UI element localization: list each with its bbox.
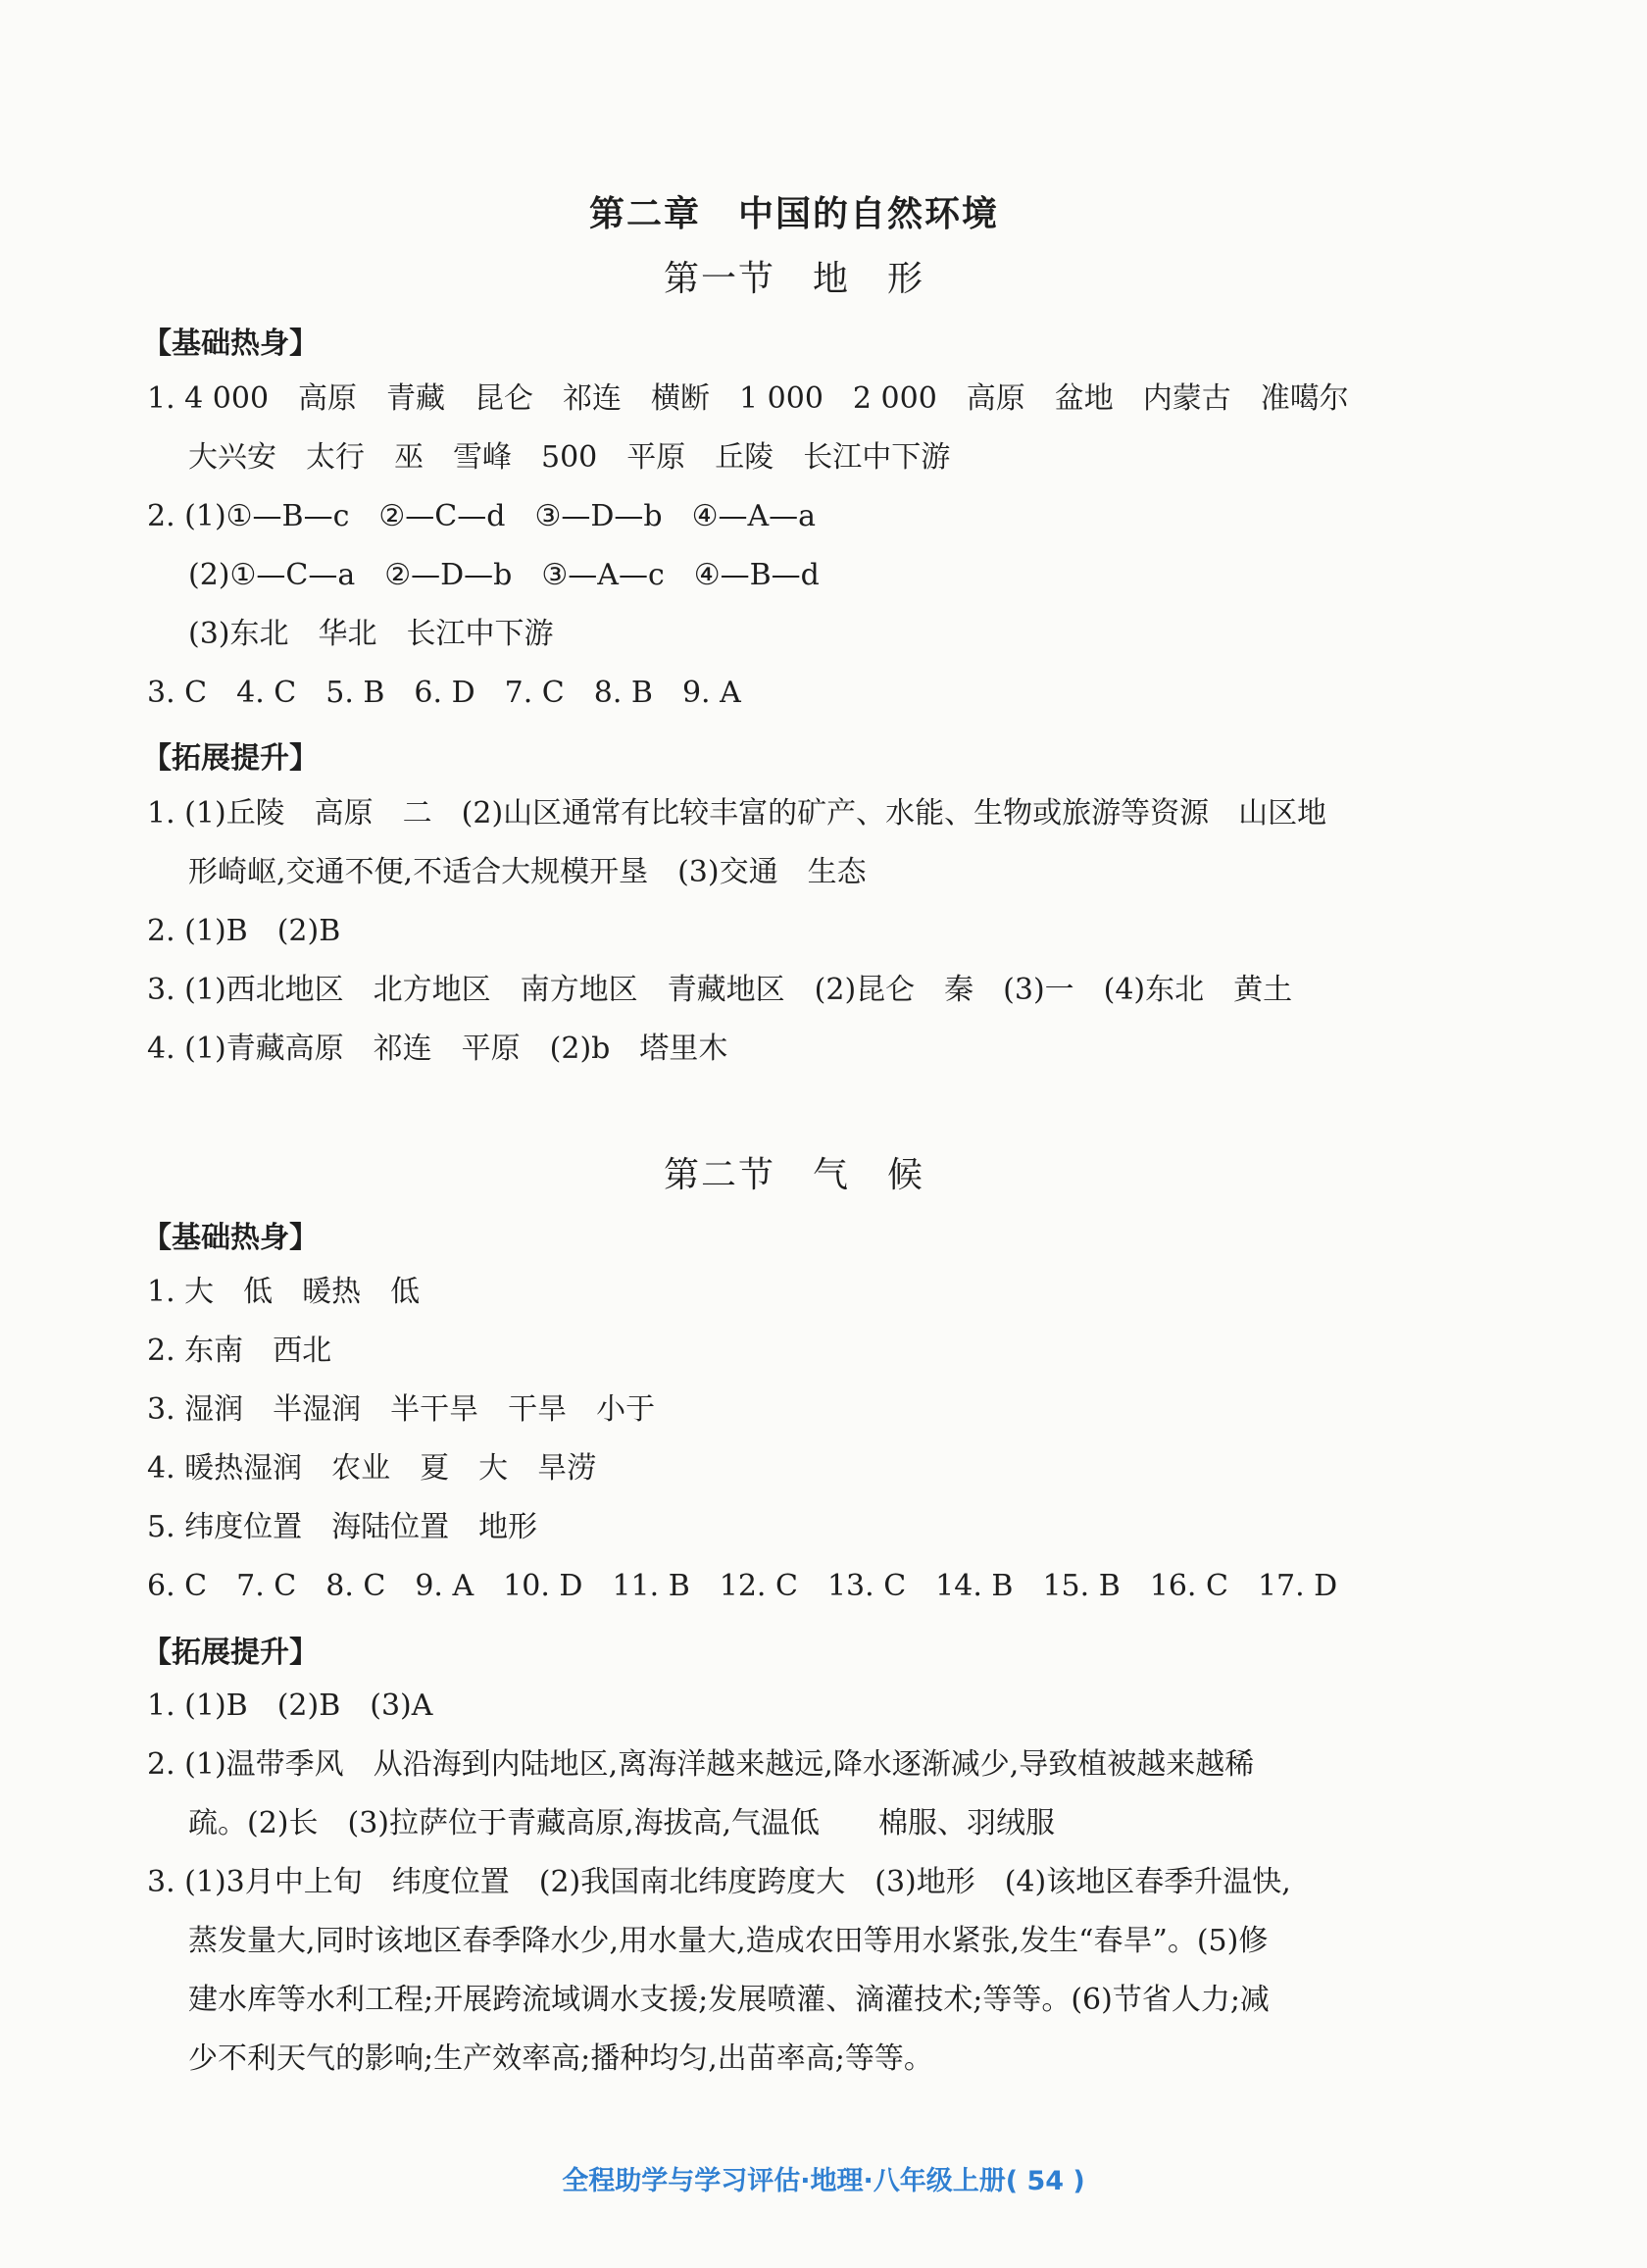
section-title-climate: 第二节 气 候 <box>663 1155 924 1195</box>
answer-line: 3. C 4. C 5. B 6. D 7. C 8. B 9. A <box>147 676 741 710</box>
answer-line: 大兴安 太行 巫 雪峰 500 平原 丘陵 长江中下游 <box>188 440 951 475</box>
extension-heading: 【拓展提升】 <box>142 1636 319 1670</box>
answer-line: 2. 东南 西北 <box>147 1334 332 1368</box>
extension-heading: 【拓展提升】 <box>142 741 319 776</box>
answer-line: 疏。(2)长 (3)拉萨位于青藏高原,海拔高,气温低 棉服、羽绒服 <box>188 1806 1056 1840</box>
answer-line: 建水库等水利工程;开展跨流域调水支援;发展喷灌、滴灌技术;等等。(6)节省人力;减 <box>188 1983 1270 2017</box>
basic-warmup-heading: 【基础热身】 <box>142 327 319 361</box>
answer-line: 形崎岖,交通不便,不适合大规模开垦 (3)交通 生态 <box>188 855 867 889</box>
answer-line: 3. (1)3月中上旬 纬度位置 (2)我国南北纬度跨度大 (3)地形 (4)该地区春季升温快, <box>147 1865 1291 1899</box>
answer-line: 4. (1)青藏高原 祁连 平原 (2)b 塔里木 <box>147 1032 728 1066</box>
answer-line: 少不利天气的影响;生产效率高;播种均匀,出苗率高;等等。 <box>188 2041 933 2076</box>
answer-line: 1. (1)B (2)B (3)A <box>147 1688 433 1723</box>
answer-line: 1. 大 低 暖热 低 <box>147 1275 421 1309</box>
answer-line: (3)东北 华北 长江中下游 <box>188 617 554 651</box>
answer-line: 2. (1)B (2)B <box>147 914 341 948</box>
section-title-terrain: 第一节 地 形 <box>663 259 924 299</box>
answer-line: 1. 4 000 高原 青藏 昆仑 祁连 横断 1 000 2 000 高原 盆地 内蒙古 准噶尔 <box>147 381 1349 416</box>
basic-warmup-heading: 【基础热身】 <box>142 1221 319 1255</box>
answer-line: 5. 纬度位置 海陆位置 地形 <box>147 1510 538 1544</box>
answer-line: 4. 暖热湿润 农业 夏 大 旱涝 <box>147 1451 597 1486</box>
answer-line: (2)①—C—a ②—D—b ③—A—c ④—B—d <box>188 558 820 592</box>
page-footer: 全程助学与学习评估·地理·八年级上册( 54 ) <box>562 2166 1085 2196</box>
answer-line: 1. (1)丘陵 高原 二 (2)山区通常有比较丰富的矿产、水能、生物或旅游等资源 山区地 <box>147 796 1327 831</box>
chapter-title: 第二章 中国的自然环境 <box>588 194 999 234</box>
answer-line: 2. (1)温带季风 从沿海到内陆地区,离海洋越来越远,降水逐渐减少,导致植被越来越稀 <box>147 1747 1255 1782</box>
answer-line: 2. (1)①—B—c ②—C—d ③—D—b ④—A—a <box>147 499 817 533</box>
answer-line: 蒸发量大,同时该地区春季降水少,用水量大,造成农田等用水紧张,发生“春旱”。(5)修 <box>188 1924 1269 1958</box>
answer-line: 3. (1)西北地区 北方地区 南方地区 青藏地区 (2)昆仑 秦 (3)一 (4)东北 黄土 <box>147 973 1293 1007</box>
answer-line: 6. C 7. C 8. C 9. A 10. D 11. B 12. C 13. C 14. B 15. B 16. C 17. D <box>147 1569 1338 1603</box>
answer-line: 3. 湿润 半湿润 半干旱 干旱 小于 <box>147 1392 656 1427</box>
